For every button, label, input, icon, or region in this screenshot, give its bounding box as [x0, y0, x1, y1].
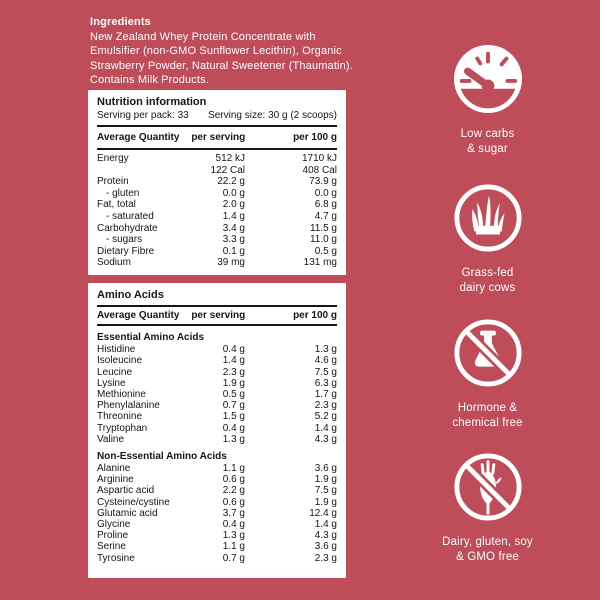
divider	[97, 324, 337, 326]
table-row	[97, 199, 337, 211]
badge-label-line: Hormone &	[457, 402, 518, 414]
table-row	[97, 378, 337, 389]
row-label: Cysteine/cystine	[97, 496, 170, 508]
row-label: - sugars	[106, 234, 143, 246]
row-per-serving-value: 39 mg	[217, 257, 245, 269]
table-row	[97, 344, 337, 355]
badge-label-line: & GMO free	[456, 551, 519, 563]
table-row	[97, 497, 337, 508]
table-row	[97, 367, 337, 378]
column-header-per-100g: per 100 g	[293, 310, 337, 321]
badge-label	[452, 401, 522, 431]
ingredients-section	[90, 15, 425, 88]
row-label: Glycine	[97, 519, 131, 531]
row-per-serving-value: 2.0 g	[222, 199, 245, 211]
badge-label-line: chemical free	[452, 417, 523, 429]
row-per-serving-value: 0.4 g	[222, 519, 245, 531]
speedometer-icon	[453, 44, 523, 114]
row-per-100g-value: 2.3 g	[314, 552, 337, 564]
badge-label	[442, 535, 533, 565]
row-per-100g-value: 0.5 g	[314, 245, 337, 257]
row-per-100g-value: 0.0 g	[314, 187, 337, 199]
row-per-serving-value: 1.9 g	[222, 377, 245, 389]
table-row	[97, 553, 337, 564]
column-header-per-serving: per serving	[191, 310, 246, 321]
row-label: Fat, total	[97, 199, 136, 211]
row-per-serving-value: 1.3 g	[222, 433, 245, 445]
row-per-100g-value: 1.4 g	[314, 519, 337, 531]
row-label: Glutamic acid	[97, 507, 158, 519]
badge-label-line: & sugar	[467, 143, 508, 155]
row-per-serving-value: 22.2 g	[217, 176, 245, 188]
grass-icon	[453, 183, 523, 253]
row-label: Valine	[97, 433, 125, 445]
column-header-average-quantity: Average Quantity	[97, 132, 180, 143]
row-per-100g-value: 4.6 g	[314, 355, 337, 367]
ingredients-line: New Zealand Whey Protein Concentrate with	[90, 30, 316, 43]
badge-label-line: dairy cows	[459, 282, 516, 294]
row-label: Methionine	[97, 389, 146, 401]
table-row	[97, 400, 337, 411]
row-per-serving-value: 2.3 g	[222, 366, 245, 378]
serving-per-pack: Serving per pack: 33	[97, 110, 189, 121]
row-per-100g-value: 5.2 g	[314, 411, 337, 423]
nutrition-table-header	[97, 130, 337, 145]
row-label: Phenylalanine	[97, 400, 160, 412]
serving-size: Serving size: 30 g (2 scoops)	[208, 110, 337, 121]
table-row	[97, 434, 337, 445]
table-row	[97, 508, 337, 519]
row-per-100g-value: 408 Cal	[302, 164, 337, 176]
table-row	[97, 165, 337, 177]
row-per-100g-value: 1.7 g	[314, 389, 337, 401]
table-row	[97, 463, 337, 474]
row-per-serving-value: 1.5 g	[222, 411, 245, 423]
row-per-100g-value: 1.9 g	[314, 496, 337, 508]
badge-label-line: Grass-fed	[461, 267, 514, 279]
no-wheat-icon	[453, 452, 523, 522]
row-label: Histidine	[97, 344, 136, 356]
row-per-100g-value: 1710 kJ	[301, 153, 337, 164]
badge-label-line: Low carbs	[460, 128, 515, 140]
row-per-serving-value: 0.0 g	[222, 187, 245, 199]
table-row	[97, 223, 337, 235]
amino-group-heading: Non-Essential Amino Acids	[97, 451, 227, 463]
row-per-serving-value: 3.4 g	[222, 222, 245, 234]
row-per-serving-value: 0.4 g	[222, 422, 245, 434]
row-per-100g-value: 2.3 g	[314, 400, 337, 412]
row-label: Leucine	[97, 366, 133, 378]
divider	[97, 305, 337, 307]
table-row	[97, 519, 337, 530]
row-label: Proline	[97, 530, 129, 542]
row-per-serving-value: 3.7 g	[222, 507, 245, 519]
row-per-serving-value: 0.1 g	[222, 245, 245, 257]
row-per-100g-value: 4.7 g	[314, 210, 337, 222]
row-per-100g-value: 7.5 g	[314, 485, 337, 497]
row-per-100g-value: 1.9 g	[314, 474, 337, 486]
row-per-serving-value: 1.4 g	[222, 355, 245, 367]
row-per-serving-value: 3.3 g	[222, 234, 245, 246]
row-per-serving-value: 1.4 g	[222, 210, 245, 222]
row-per-serving-value: 122 Cal	[210, 164, 245, 176]
ingredients-text	[90, 30, 425, 88]
row-per-100g-value: 7.5 g	[314, 366, 337, 378]
row-label: Aspartic acid	[97, 485, 155, 497]
ingredients-line: Emulsifier (non-GMO Sunflower Lecithin), Organic	[90, 45, 342, 58]
table-row	[97, 423, 337, 434]
row-label: Dietary Fibre	[97, 245, 155, 257]
row-label: Arginine	[97, 474, 134, 486]
row-per-serving-value: 512 kJ	[215, 153, 245, 164]
row-per-100g-value: 3.6 g	[314, 541, 337, 553]
row-label: Threonine	[97, 411, 143, 423]
row-label: - saturated	[106, 210, 154, 222]
amino-group-heading: Essential Amino Acids	[97, 332, 205, 344]
badge-allergen-free	[420, 452, 555, 565]
row-label: Tryptophan	[97, 422, 148, 434]
row-per-100g-value: 6.8 g	[314, 199, 337, 211]
table-row	[97, 474, 337, 485]
table-row	[97, 355, 337, 366]
badge-hormone-free	[420, 318, 555, 431]
row-per-100g-value: 12.4 g	[309, 507, 337, 519]
table-row	[97, 530, 337, 541]
row-label: Protein	[97, 176, 129, 188]
table-row	[97, 153, 337, 165]
badge-label	[461, 127, 515, 157]
table-row	[97, 485, 337, 496]
row-per-serving-value: 0.4 g	[222, 344, 245, 356]
row-per-100g-value: 73.9 g	[309, 176, 337, 188]
row-label: Carbohydrate	[97, 222, 158, 234]
badge-label-line: Dairy, gluten, soy	[442, 536, 533, 548]
table-row	[97, 541, 337, 552]
row-per-100g-value: 1.3 g	[314, 344, 337, 356]
no-flask-icon	[453, 318, 523, 388]
table-row	[97, 211, 337, 223]
row-per-serving-value: 2.2 g	[222, 485, 245, 497]
row-per-100g-value: 4.3 g	[314, 530, 337, 542]
table-row	[97, 246, 337, 258]
row-label: Serine	[97, 541, 126, 553]
ingredients-title: Ingredients	[90, 16, 151, 28]
row-label: Alanine	[97, 463, 131, 475]
amino-acids-title: Amino Acids	[97, 289, 164, 301]
row-per-serving-value: 0.6 g	[222, 474, 245, 486]
row-label: Energy	[97, 153, 129, 164]
row-per-100g-value: 1.4 g	[314, 422, 337, 434]
row-per-serving-value: 0.7 g	[222, 552, 245, 564]
badge-grass-fed	[420, 183, 555, 296]
column-header-per-100g: per 100 g	[293, 132, 337, 143]
ingredients-line: Contains Milk Products.	[90, 74, 209, 87]
row-per-serving-value: 1.1 g	[222, 541, 245, 553]
row-per-serving-value: 1.3 g	[222, 530, 245, 542]
row-label: Tyrosine	[97, 552, 135, 564]
table-row	[97, 411, 337, 422]
row-label: Isoleucine	[97, 355, 143, 367]
row-per-serving-value: 0.6 g	[222, 496, 245, 508]
row-per-100g-value: 3.6 g	[314, 463, 337, 475]
row-label: - gluten	[106, 187, 140, 199]
serving-info-row	[97, 109, 337, 122]
nutrition-table-body	[97, 153, 337, 269]
column-header-average-quantity: Average Quantity	[97, 310, 180, 321]
row-per-100g-value: 11.5 g	[309, 222, 337, 234]
row-per-100g-value: 4.3 g	[314, 433, 337, 445]
row-per-serving-value: 0.5 g	[222, 389, 245, 401]
nutrition-title: Nutrition information	[97, 96, 207, 108]
amino-table-body	[97, 331, 337, 564]
row-per-100g-value: 6.3 g	[314, 377, 337, 389]
divider	[97, 125, 337, 127]
table-row	[97, 257, 337, 269]
table-row	[97, 188, 337, 200]
row-per-100g-value: 11.0 g	[309, 234, 337, 246]
table-row	[97, 176, 337, 188]
row-per-serving-value: 0.7 g	[222, 400, 245, 412]
nutrition-panel	[88, 90, 346, 275]
ingredients-line: Strawberry Powder, Natural Sweetener (Thaumatin).	[90, 59, 353, 72]
column-header-per-serving: per serving	[191, 132, 246, 143]
amino-acids-panel	[88, 283, 346, 578]
row-label: Lysine	[97, 377, 126, 389]
divider	[97, 148, 337, 150]
badge-low-carbs	[420, 44, 555, 157]
row-label: Sodium	[97, 257, 131, 269]
badge-label	[460, 266, 516, 296]
table-row	[97, 234, 337, 246]
row-per-serving-value: 1.1 g	[222, 463, 245, 475]
table-row	[97, 389, 337, 400]
row-per-100g-value: 131 mg	[303, 257, 337, 269]
amino-table-header	[97, 310, 337, 321]
